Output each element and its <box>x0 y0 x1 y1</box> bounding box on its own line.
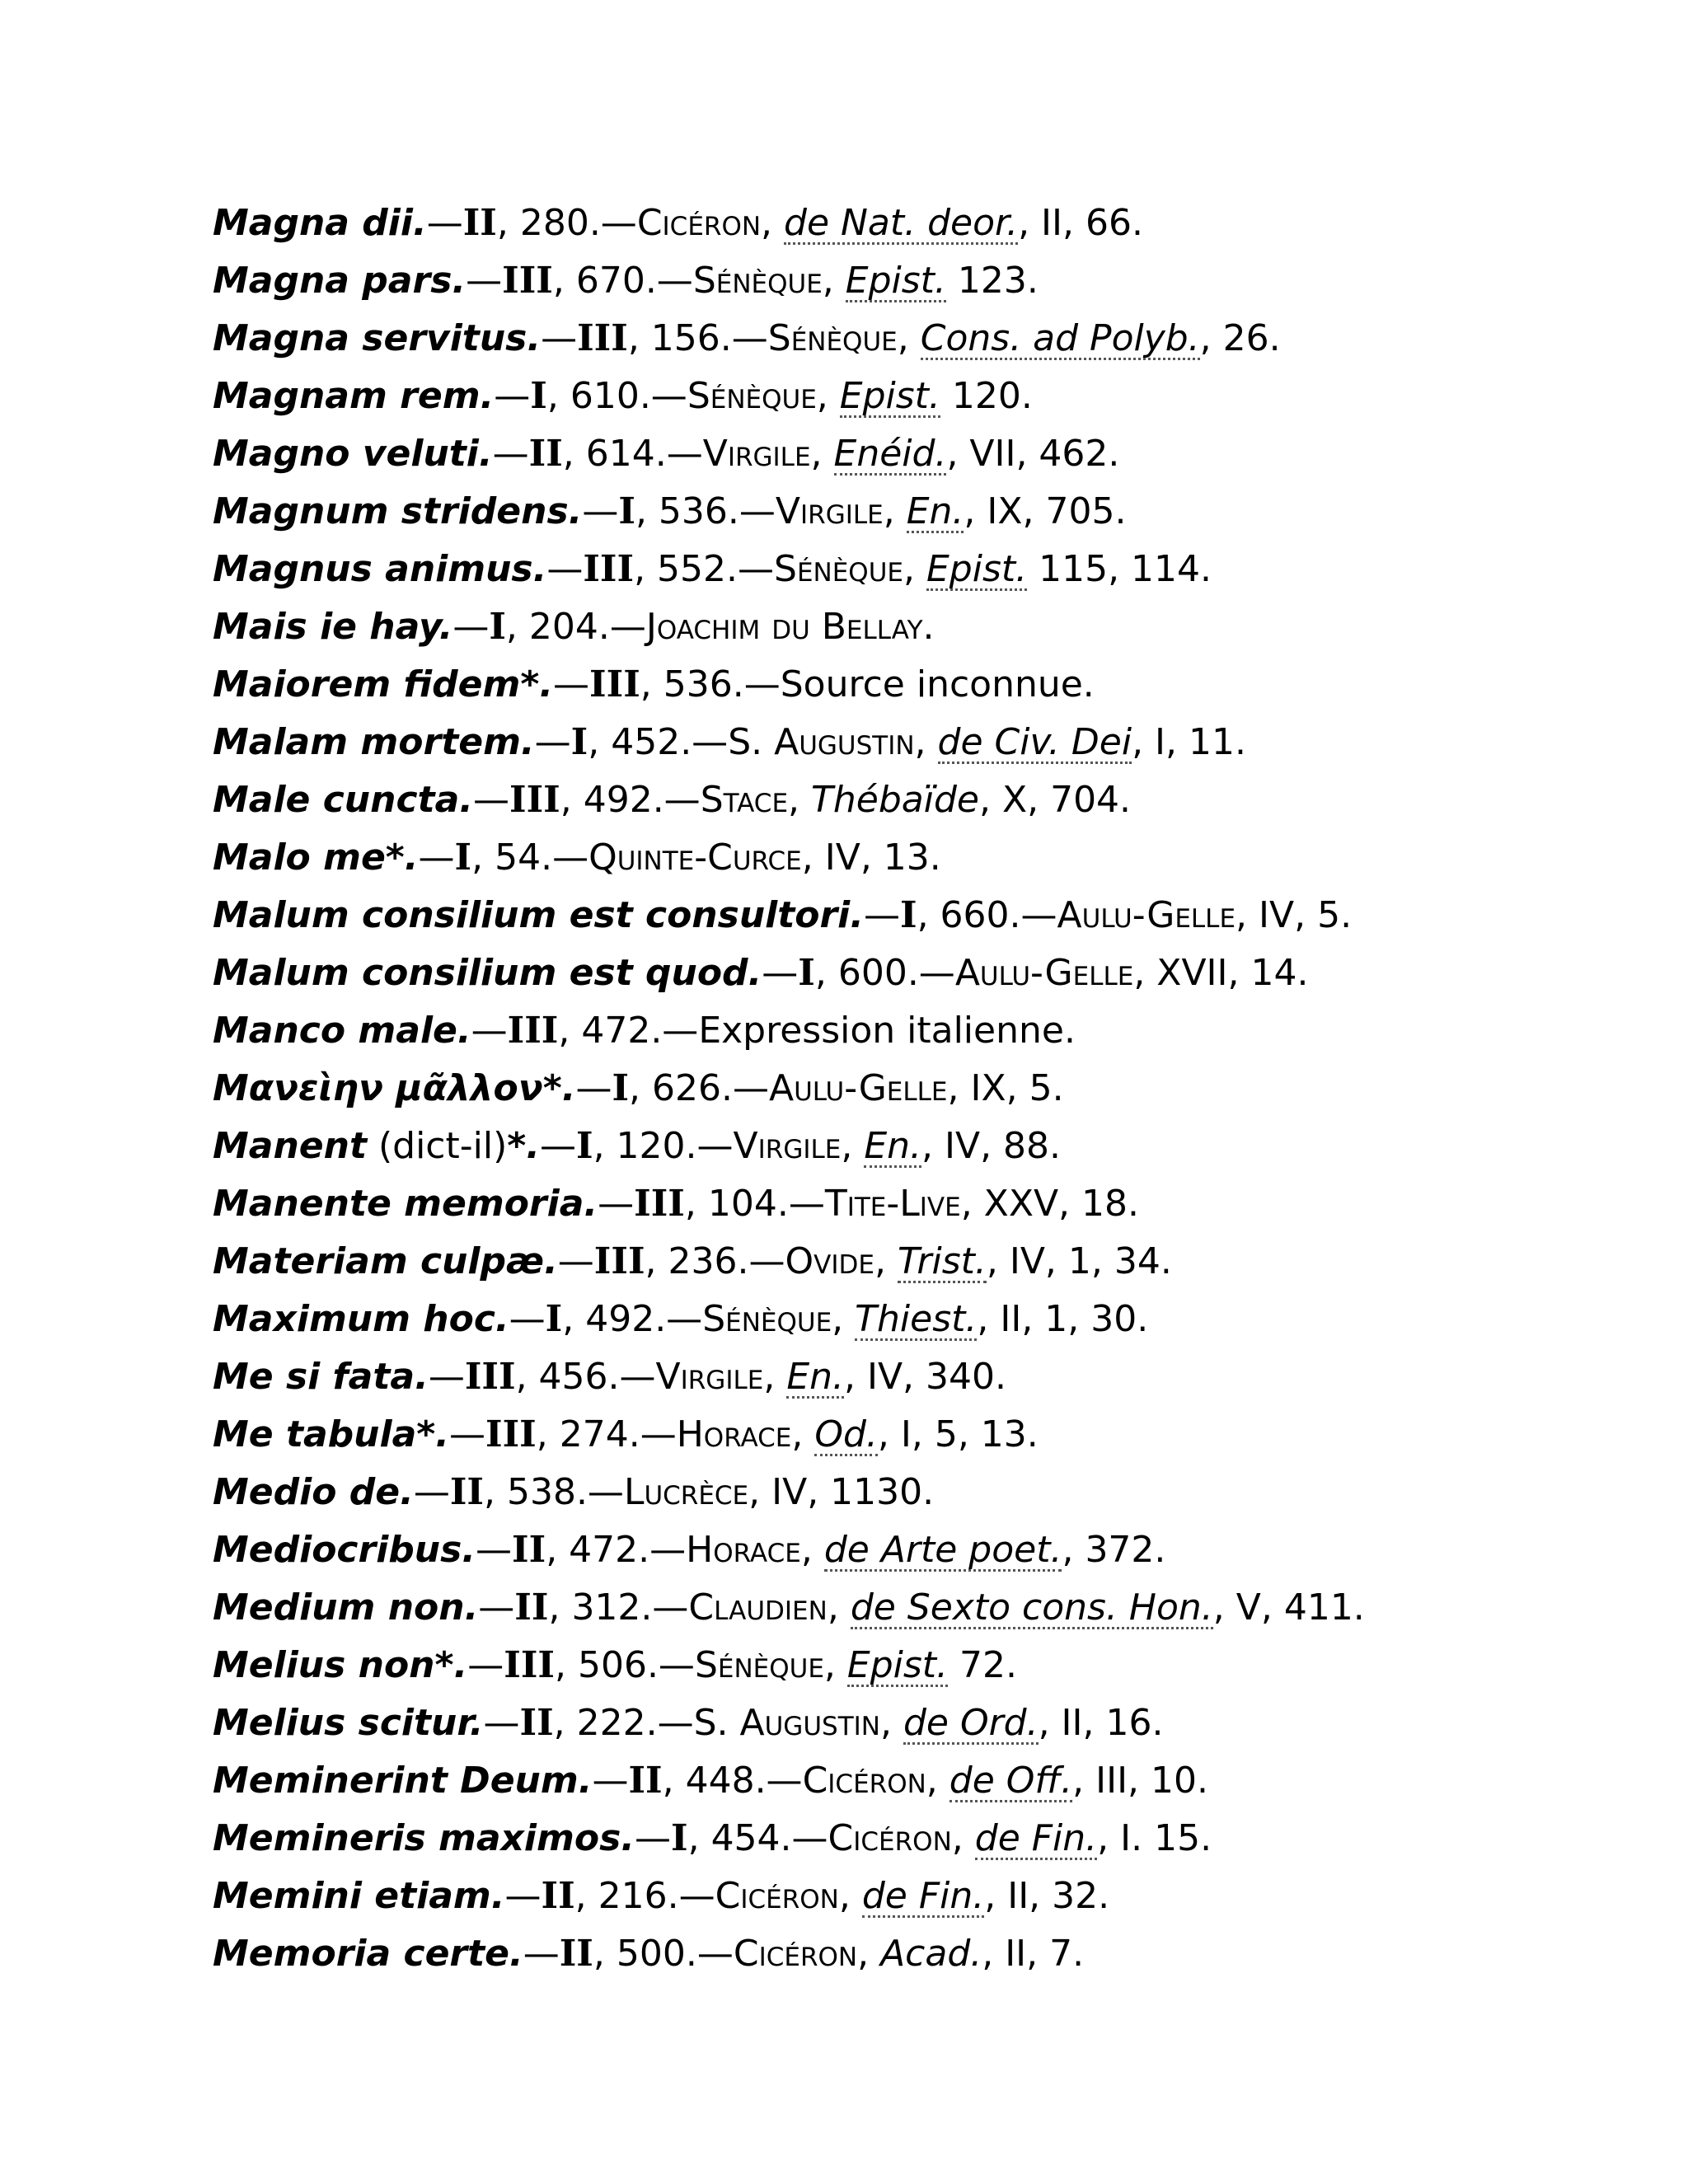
entry-page: , 156.— <box>627 317 768 359</box>
entry-author: Sénèque <box>702 1298 832 1340</box>
entry-title: Thébaïde <box>811 779 979 821</box>
entry-volume: II <box>519 1702 554 1744</box>
entry-page: , 614.— <box>562 433 703 475</box>
entry-page: , 600.— <box>814 952 955 994</box>
entry-dash: — <box>557 1240 594 1282</box>
entry-reference: 120. <box>940 375 1033 417</box>
entry-separator: , <box>951 1817 975 1859</box>
entry-title-link[interactable]: Epist. <box>846 1644 949 1686</box>
entry-reference: , XXV, 18. <box>960 1183 1140 1225</box>
index-entry <box>213 1694 1663 1752</box>
entry-lemma-note: (dict-il) <box>367 1125 508 1167</box>
entry-dash: — <box>504 1875 542 1917</box>
index-entry <box>213 598 1663 656</box>
entry-lemma: Magnum stridens. <box>213 490 583 532</box>
entry-dash: — <box>476 1529 513 1571</box>
entry-author: Ovide <box>785 1240 874 1282</box>
entry-title-link[interactable]: Epist. <box>926 548 1028 590</box>
entry-dash: — <box>635 1817 671 1859</box>
index-entry <box>213 1060 1663 1118</box>
entry-author: Sénèque <box>767 317 898 359</box>
entry-lemma: Memini etiam. <box>213 1875 505 1917</box>
entry-dash: — <box>472 779 509 821</box>
entry-separator: , <box>788 779 812 821</box>
entry-reference: 72. <box>948 1644 1017 1686</box>
entry-author: Joachim du Bellay <box>645 606 923 648</box>
entry-title-link[interactable]: En. <box>786 1356 844 1398</box>
entry-title-link[interactable]: de Arte poet. <box>823 1529 1062 1571</box>
entry-page: , 492.— <box>562 1298 703 1340</box>
entry-dash: — <box>539 1125 576 1167</box>
entry-volume: II <box>449 1471 484 1513</box>
entry-dash: — <box>483 1702 520 1744</box>
entry-dash: — <box>428 1356 465 1398</box>
entry-author: Stace <box>700 779 789 821</box>
entry-lemma: Magnus animus. <box>213 548 547 590</box>
entry-title-link[interactable]: de Ord. <box>903 1702 1039 1744</box>
entry-title-link[interactable]: de Off. <box>949 1760 1073 1802</box>
index-entry <box>213 252 1663 310</box>
entry-dash: — <box>523 1933 560 1975</box>
entry-lemma: Μανεὶην μᾶλλον*. <box>213 1067 576 1109</box>
entry-title-link[interactable]: de Fin. <box>861 1875 985 1917</box>
entry-volume: III <box>577 317 628 359</box>
entry-lemma-tail: *. <box>507 1125 540 1167</box>
index-entry <box>213 887 1663 944</box>
entry-volume: I <box>671 1817 688 1859</box>
entry-volume: II <box>628 1760 663 1802</box>
entry-lemma: Malam mortem. <box>213 721 535 763</box>
entry-volume: I <box>575 1125 593 1167</box>
entry-lemma: Magna dii. <box>213 202 427 244</box>
entry-page: , 492.— <box>560 779 701 821</box>
entry-reference: , III, 10. <box>1072 1760 1208 1802</box>
entry-lemma: Medium non. <box>213 1586 479 1629</box>
entry-volume: III <box>507 1010 559 1052</box>
index-entry <box>213 1118 1663 1175</box>
entry-dash: — <box>452 606 490 648</box>
entry-reference: Expression italienne. <box>698 1010 1076 1052</box>
entry-reference: , V, 411. <box>1212 1586 1365 1629</box>
entry-author: Sénèque <box>774 548 903 590</box>
entry-title-link[interactable]: de Civ. Dei <box>937 721 1132 763</box>
entry-lemma: Magnam rem. <box>213 375 495 417</box>
entry-separator: , <box>810 433 834 475</box>
entry-author: Aulu-Gelle <box>954 952 1134 994</box>
entry-dash: — <box>413 1471 450 1513</box>
entry-page: , 236.— <box>645 1240 785 1282</box>
entry-author: Aulu-Gelle <box>1057 894 1236 936</box>
entry-volume: I <box>899 894 917 936</box>
entry-title-link[interactable]: de Nat. deor. <box>784 202 1019 244</box>
entry-volume: I <box>570 721 588 763</box>
entry-volume: II <box>462 202 497 244</box>
entry-author: S. Augustin <box>693 1702 880 1744</box>
entry-volume: II <box>559 1933 593 1975</box>
entry-author: Tite-Live <box>824 1183 961 1225</box>
entry-page: , 626.— <box>629 1067 769 1109</box>
index-entry <box>213 1752 1663 1810</box>
entry-reference: , VII, 462. <box>946 433 1120 475</box>
entry-page: , 216.— <box>574 1875 715 1917</box>
entry-dash: — <box>492 433 529 475</box>
index-entry <box>213 1521 1663 1579</box>
entry-reference: . <box>922 606 935 648</box>
entry-reference: , IX, 705. <box>964 490 1127 532</box>
index-entry <box>213 771 1663 829</box>
entry-volume: I <box>612 1067 630 1109</box>
entry-lemma: Maiorem fidem*. <box>213 663 554 705</box>
entry-page: , 536.— <box>640 663 781 705</box>
entry-lemma: Melius scitur. <box>213 1702 484 1744</box>
entry-page: , 448.— <box>662 1760 803 1802</box>
index-entry <box>213 1233 1663 1291</box>
entry-reference: , X, 704. <box>978 779 1132 821</box>
entry-dash: — <box>466 260 503 302</box>
entry-separator: , <box>874 1240 898 1282</box>
entry-dash: — <box>494 375 531 417</box>
entry-reference: , IV, 1130. <box>748 1471 935 1513</box>
entry-page: , 536.— <box>635 490 776 532</box>
entry-author: Cicéron <box>802 1760 926 1802</box>
entry-lemma: Magno veluti. <box>213 433 493 475</box>
entry-separator: , <box>897 317 921 359</box>
entry-title-link[interactable]: Enéid. <box>833 433 947 475</box>
entry-separator: , <box>763 1356 787 1398</box>
entry-lemma: Malo me*. <box>213 837 419 879</box>
entry-lemma: Mediocribus. <box>213 1529 476 1571</box>
entry-title-link[interactable]: de Sexto cons. Hon. <box>850 1586 1213 1629</box>
entry-dash: — <box>509 1298 546 1340</box>
entry-author: Lucrèce <box>623 1471 749 1513</box>
index-entry <box>213 656 1663 714</box>
entry-reference: , IV, 5. <box>1236 894 1353 936</box>
index-entry <box>213 1868 1663 1925</box>
entry-title-link[interactable]: Cons. ad Polyb. <box>920 317 1200 359</box>
entry-title-link[interactable]: Od. <box>814 1413 878 1455</box>
entry-dash: — <box>471 1010 508 1052</box>
entry-volume: I <box>618 490 635 532</box>
entry-reference: , IX, 5. <box>947 1067 1064 1109</box>
entry-title-link[interactable]: Epist. <box>845 260 946 302</box>
entry-author: Aulu-Gelle <box>769 1067 948 1109</box>
entry-separator: , <box>838 1875 862 1917</box>
entry-reference: , II, 7. <box>982 1933 1085 1975</box>
index-entry <box>213 483 1663 541</box>
entry-volume: III <box>485 1413 537 1455</box>
entry-reference: , I, 5, 13. <box>877 1413 1039 1455</box>
entry-reference: , II, 66. <box>1018 202 1143 244</box>
entry-lemma: Me si fata. <box>213 1356 429 1398</box>
entry-author: Cicéron <box>715 1875 839 1917</box>
entry-page: , 538.— <box>483 1471 624 1513</box>
index-entry <box>213 194 1663 252</box>
entry-author: Cicéron <box>733 1933 858 1975</box>
entry-volume: III <box>464 1356 516 1398</box>
entry-lemma: Magna servitus. <box>213 317 542 359</box>
entry-page: , 660.— <box>917 894 1057 936</box>
entry-author: Horace <box>686 1529 801 1571</box>
entry-reference: 115, 114. <box>1027 548 1212 590</box>
entry-page: , 456.— <box>515 1356 656 1398</box>
entry-lemma: Manente memoria. <box>213 1183 598 1225</box>
entry-page: , 552.— <box>634 548 775 590</box>
entry-author: Cicéron <box>828 1817 952 1859</box>
entry-volume: I <box>798 952 815 994</box>
entry-dash: — <box>553 663 590 705</box>
entry-volume: II <box>512 1529 546 1571</box>
entry-reference: , II, 1, 30. <box>977 1298 1149 1340</box>
entry-reference: , IV, 88. <box>921 1125 1062 1167</box>
index-entry <box>213 368 1663 425</box>
entry-volume: III <box>509 779 560 821</box>
entry-lemma: Male cuncta. <box>213 779 473 821</box>
entry-dash: — <box>541 317 578 359</box>
index-entry <box>213 541 1663 598</box>
entry-lemma: Manco male. <box>213 1010 471 1052</box>
entry-lemma: Mais ie hay. <box>213 606 453 648</box>
entry-volume: II <box>541 1875 575 1917</box>
entry-author: Virgile <box>702 433 811 475</box>
entry-lemma: Me tabula*. <box>213 1413 449 1455</box>
entry-lemma: Memoria certe. <box>213 1933 523 1975</box>
index-entry <box>213 1579 1663 1637</box>
entry-separator: , <box>816 375 840 417</box>
entry-dash: — <box>575 1067 612 1109</box>
entry-author: Virgile <box>655 1356 764 1398</box>
entry-reference: , XVII, 14. <box>1133 952 1309 994</box>
entry-separator: , <box>800 1529 824 1571</box>
entry-lemma: Memineris maximos. <box>213 1817 635 1859</box>
entry-dash: — <box>592 1760 629 1802</box>
entry-volume: I <box>489 606 506 648</box>
entry-lemma: Malum consilium est quod. <box>213 952 762 994</box>
entry-reference: , 26. <box>1199 317 1281 359</box>
index-entry <box>213 829 1663 887</box>
index-entry <box>213 1175 1663 1233</box>
entry-separator: , <box>903 548 926 590</box>
entry-dash: — <box>426 202 463 244</box>
quotation-index <box>213 194 1663 1983</box>
entry-separator: , <box>857 1933 881 1975</box>
entry-title-link[interactable]: de Fin. <box>974 1817 1098 1859</box>
entry-dash: — <box>863 894 900 936</box>
entry-author: Sénèque <box>687 375 817 417</box>
entry-page: , 104.— <box>684 1183 825 1225</box>
entry-page: , 472.— <box>558 1010 699 1052</box>
entry-reference: , II, 16. <box>1038 1702 1164 1744</box>
entry-reference: , I, 11. <box>1132 721 1246 763</box>
entry-page: , 472.— <box>546 1529 687 1571</box>
index-entry <box>213 944 1663 1002</box>
entry-lemma: Manent <box>213 1125 367 1167</box>
entry-dash: — <box>546 548 584 590</box>
entry-separator: , <box>914 721 938 763</box>
entry-title-link[interactable]: En. <box>864 1125 922 1167</box>
entry-volume: III <box>589 663 640 705</box>
index-entry <box>213 425 1663 483</box>
entry-reference: , IV, 13. <box>801 837 941 879</box>
entry-title-link[interactable]: Thiest. <box>855 1298 978 1340</box>
entry-title: Acad. <box>880 1933 982 1975</box>
entry-lemma: Meminerint Deum. <box>213 1760 593 1802</box>
entry-dash: — <box>449 1413 485 1455</box>
entry-dash: — <box>418 837 455 879</box>
entry-page: , 280.— <box>496 202 637 244</box>
entry-volume: II <box>528 433 563 475</box>
entry-title-link[interactable]: Trist. <box>897 1240 987 1282</box>
entry-separator: , <box>879 1702 903 1744</box>
entry-separator: , <box>791 1413 815 1455</box>
entry-page: , 670.— <box>552 260 693 302</box>
entry-volume: III <box>502 260 553 302</box>
entry-volume: III <box>593 1240 645 1282</box>
entry-author: S. Augustin <box>728 721 915 763</box>
entry-page: , 452.— <box>588 721 729 763</box>
entry-author: Quinte-Curce <box>588 837 802 879</box>
entry-separator: , <box>832 1298 856 1340</box>
entry-page: , 54.— <box>471 837 589 879</box>
entry-page: , 120.— <box>593 1125 734 1167</box>
entry-author: Sénèque <box>692 260 823 302</box>
entry-volume: I <box>454 837 472 879</box>
index-entry <box>213 1406 1663 1464</box>
entry-volume: III <box>583 548 635 590</box>
entry-title-link[interactable]: En. <box>906 490 964 532</box>
index-entry <box>213 1637 1663 1694</box>
entry-reference: , IV, 340. <box>844 1356 1006 1398</box>
entry-separator: , <box>926 1760 950 1802</box>
entry-page: , 204.— <box>505 606 646 648</box>
entry-volume: I <box>530 375 547 417</box>
entry-reference: 123. <box>945 260 1039 302</box>
entry-separator: , <box>822 260 846 302</box>
entry-lemma: Malum consilium est consultori. <box>213 894 864 936</box>
index-entry <box>213 1464 1663 1521</box>
entry-dash: — <box>467 1644 504 1686</box>
entry-page: , 274.— <box>536 1413 677 1455</box>
entry-reference: , IV, 1, 34. <box>986 1240 1172 1282</box>
entry-separator: , <box>761 202 785 244</box>
entry-author: Cicéron <box>636 202 762 244</box>
entry-separator: , <box>827 1586 851 1629</box>
entry-separator: , <box>841 1125 865 1167</box>
entry-author: Sénèque <box>694 1644 824 1686</box>
index-entry <box>213 1291 1663 1348</box>
entry-page: , 506.— <box>554 1644 695 1686</box>
index-entry <box>213 1348 1663 1406</box>
entry-volume: III <box>634 1183 685 1225</box>
entry-author: Virgile <box>733 1125 842 1167</box>
entry-lemma: Medio de. <box>213 1471 414 1513</box>
entry-dash: — <box>598 1183 635 1225</box>
entry-author: Horace <box>676 1413 792 1455</box>
entry-reference: , I. 15. <box>1097 1817 1212 1859</box>
entry-page: , 500.— <box>593 1933 734 1975</box>
entry-reference: , 372. <box>1062 1529 1166 1571</box>
entry-separator: , <box>883 490 907 532</box>
entry-page: , 222.— <box>553 1702 694 1744</box>
entry-dash: — <box>534 721 571 763</box>
entry-reference: Source inconnue. <box>780 663 1095 705</box>
entry-volume: III <box>504 1644 555 1686</box>
entry-title-link[interactable]: Epist. <box>839 375 940 417</box>
entry-page: , 610.— <box>546 375 687 417</box>
entry-volume: II <box>514 1586 549 1629</box>
index-entry <box>213 1810 1663 1868</box>
index-entry <box>213 1002 1663 1060</box>
entry-dash: — <box>762 952 799 994</box>
entry-reference: , II, 32. <box>984 1875 1110 1917</box>
entry-separator: , <box>823 1644 847 1686</box>
entry-dash: — <box>582 490 619 532</box>
index-entry <box>213 714 1663 771</box>
index-entry <box>213 310 1663 368</box>
entry-lemma: Magna pars. <box>213 260 467 302</box>
entry-author: Claudien <box>688 1586 828 1629</box>
entry-lemma: Maximum hoc. <box>213 1298 509 1340</box>
entry-author: Virgile <box>775 490 884 532</box>
entry-page: , 454.— <box>687 1817 828 1859</box>
index-entry <box>213 1925 1663 1983</box>
entry-volume: I <box>545 1298 563 1340</box>
entry-lemma: Materiam culpæ. <box>213 1240 558 1282</box>
entry-lemma: Melius non*. <box>213 1644 468 1686</box>
entry-page: , 312.— <box>548 1586 689 1629</box>
entry-dash: — <box>478 1586 515 1629</box>
